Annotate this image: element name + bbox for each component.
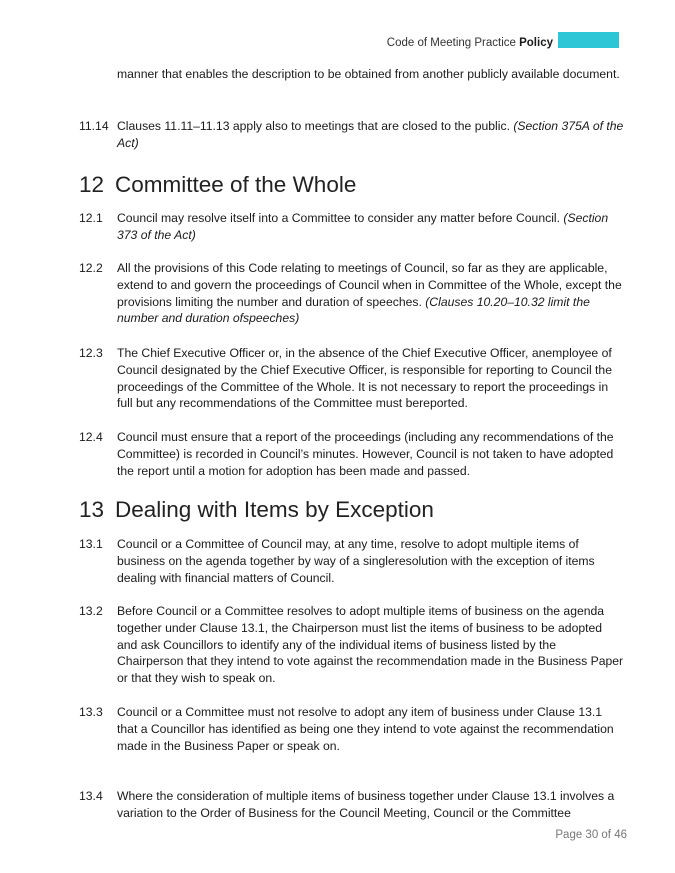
clause-text: Council or a Committee must not resolve to adopt any item of business under Clause 13.1 that a Councillor has identified as being one they intend to vote against the recommendation made in the Business Paper or speak on. xyxy=(117,705,614,753)
clause-12-1 xyxy=(79,210,624,244)
section-number: 13 xyxy=(79,497,105,522)
header-title: Code of Meeting Practice xyxy=(386,37,520,49)
section-title: Dealing with Items by Exception xyxy=(115,497,434,522)
clause-citation: (Clauses 10.20–10.32 limit the number and duration ofspeeches) xyxy=(117,294,590,326)
section-number: 12 xyxy=(79,172,105,197)
clause-number: 13.2 xyxy=(79,604,103,618)
clause-12-4 xyxy=(79,429,624,479)
clause-13-2 xyxy=(79,603,624,687)
clause-text: Council or a Committee of Council may, at any time, resolve to adopt multiple items of business on the agenda together by way of a singleresolution with the exception of items dealing with financial matters of Council. xyxy=(117,537,595,585)
clause-number: 12.2 xyxy=(79,261,103,275)
clause-number: 13.4 xyxy=(79,789,103,803)
clause-text: Before Council or a Committee resolves to adopt multiple items of business on the agenda together under Clause 13.1, the Chairperson must list the items of business to be adopted and ask Councillors to identify any of the individual items of business listed by the Chairperson that they intend to vote against the recommendation made in the Business Paper or that they wish to speak on. xyxy=(117,604,624,686)
section-heading-12 xyxy=(79,172,356,198)
clause-citation: (Section 373 of the Act) xyxy=(117,211,609,242)
page-number: Page 30 of 46 xyxy=(555,829,627,841)
clause-citation: (Section 375A of the Act) xyxy=(117,119,624,150)
clause-13-3 xyxy=(79,704,624,754)
clause-text: Clauses 11.11–11.13 apply also to meetings that are closed to the public. xyxy=(117,119,514,133)
section-title: Committee of the Whole xyxy=(115,172,357,197)
section-heading-13 xyxy=(79,497,434,523)
clause-12-3 xyxy=(79,345,624,412)
clause-number: 12.4 xyxy=(79,430,103,444)
clause-11-14 xyxy=(79,118,624,152)
continuation-paragraph xyxy=(79,66,624,83)
page-header xyxy=(387,37,553,49)
clause-12-2 xyxy=(79,260,624,327)
clause-13-1 xyxy=(79,536,624,586)
header-accent-bar xyxy=(558,32,619,48)
clause-number: 12.3 xyxy=(79,346,103,360)
clause-text: Council must ensure that a report of the proceedings (including any recommendations of the Committee) is recorded in Council’s minutes. However, Council is not taken to have adopted the report until a motion for adoption has been made and passed. xyxy=(117,430,614,478)
clause-text: Where the consideration of multiple items of business together under Clause 13.1 involves a variation to the Order of Business for the Council Meeting, Council or the Committee xyxy=(117,789,615,820)
clause-text: Council may resolve itself into a Committee to consider any matter before Council. xyxy=(117,211,564,225)
clause-number: 12.1 xyxy=(79,211,103,225)
clause-number: 11.14 xyxy=(79,119,109,133)
clause-13-4 xyxy=(79,788,624,822)
clause-number: 13.3 xyxy=(79,705,103,719)
header-title-bold: Policy xyxy=(519,37,553,49)
clause-text: The Chief Executive Officer or, in the absence of the Chief Executive Officer, anemployee of Council designated by the Chief Executive Officer, is responsible for reporting to Council the proceedings of the Committee of the Whole. It is not necessary to report the proceedings in full but any recommendations of the Committee must bereported. xyxy=(117,346,612,411)
continuation-text: manner that enables the description to be obtained from another publicly available document. xyxy=(117,67,620,81)
clause-text: All the provisions of this Code relating to meetings of Council, so far as they are applicable, extend to and govern the proceedings of Council when in Committee of the Whole, except the provisions limiting the number and duration of speeches. xyxy=(117,261,622,309)
clause-number: 13.1 xyxy=(79,537,103,551)
